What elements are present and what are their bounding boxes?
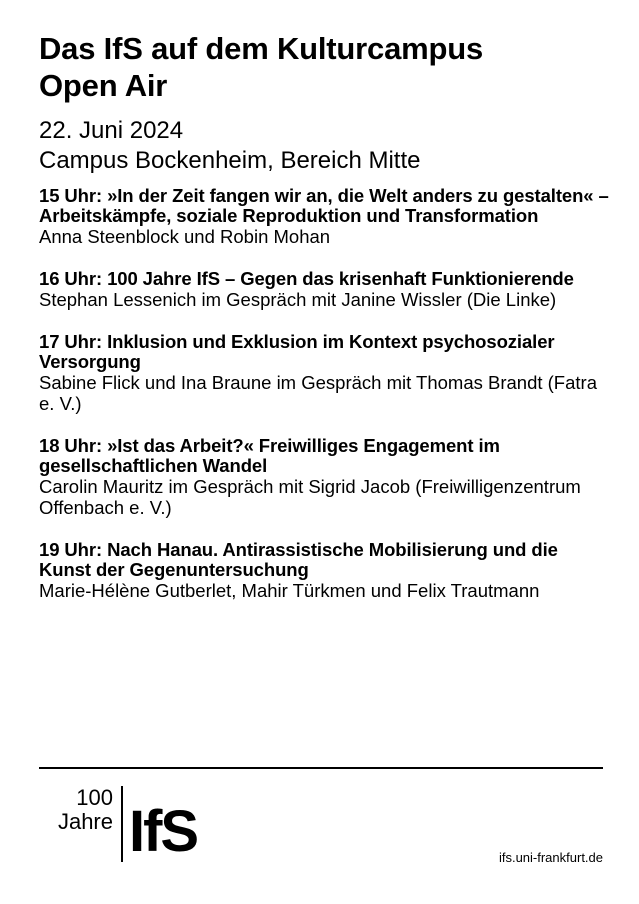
event-people: Marie-Hélène Gutberlet, Mahir Türkmen und Felix Trautmann bbox=[39, 580, 540, 601]
event-title: 17 Uhr: Inklusion und Exklusion im Kontext psychosozialer Versorgung bbox=[39, 331, 555, 372]
event-list bbox=[39, 186, 609, 601]
event-people: Stephan Lessenich im Gespräch mit Janine Wissler (Die Linke) bbox=[39, 289, 557, 310]
event-item bbox=[39, 540, 609, 601]
event-item bbox=[39, 332, 609, 414]
event-title: 15 Uhr: »In der Zeit fangen wir an, die Welt anders zu gestalten« – Arbeitskämpfe, soziale Reproduktion und Transformation bbox=[39, 185, 609, 226]
logo-mark: IfS bbox=[129, 799, 198, 864]
ifs-logo bbox=[39, 786, 239, 866]
footer-divider bbox=[39, 767, 603, 769]
logo-separator bbox=[121, 786, 123, 862]
event-item bbox=[39, 269, 609, 310]
event-item bbox=[39, 186, 609, 247]
event-people: Anna Steenblock und Robin Mohan bbox=[39, 226, 331, 247]
logo-number: 100 bbox=[76, 785, 113, 810]
page-title bbox=[39, 30, 609, 104]
event-people: Carolin Mauritz im Gespräch mit Sigrid Jacob (Freiwilligenzentrum Offenbach e. V.) bbox=[39, 476, 581, 518]
event-date: 22. Juni 2024 bbox=[39, 117, 184, 144]
title-line-2: Open Air bbox=[39, 68, 168, 103]
logo-word: Jahre bbox=[57, 809, 113, 834]
poster-content bbox=[39, 30, 609, 623]
event-title: 19 Uhr: Nach Hanau. Antirassistische Mobilisierung und die Kunst der Gegenuntersuchung bbox=[39, 539, 558, 580]
event-title: 18 Uhr: »Ist das Arbeit?« Freiwilliges Engagement im gesellschaftlichen Wandel bbox=[39, 435, 500, 476]
event-location: Campus Bockenheim, Bereich Mitte bbox=[39, 147, 421, 174]
title-line-1: Das IfS auf dem Kulturcampus bbox=[39, 31, 483, 66]
website-url: ifs.uni-frankfurt.de bbox=[498, 850, 603, 865]
event-item bbox=[39, 436, 609, 518]
logo-anniversary bbox=[39, 786, 113, 834]
event-meta bbox=[39, 116, 609, 176]
event-people: Sabine Flick und Ina Braune im Gespräch mit Thomas Brandt (Fatra e. V.) bbox=[39, 372, 597, 414]
event-title: 16 Uhr: 100 Jahre IfS – Gegen das krisenhaft Funktionierende bbox=[39, 268, 574, 289]
